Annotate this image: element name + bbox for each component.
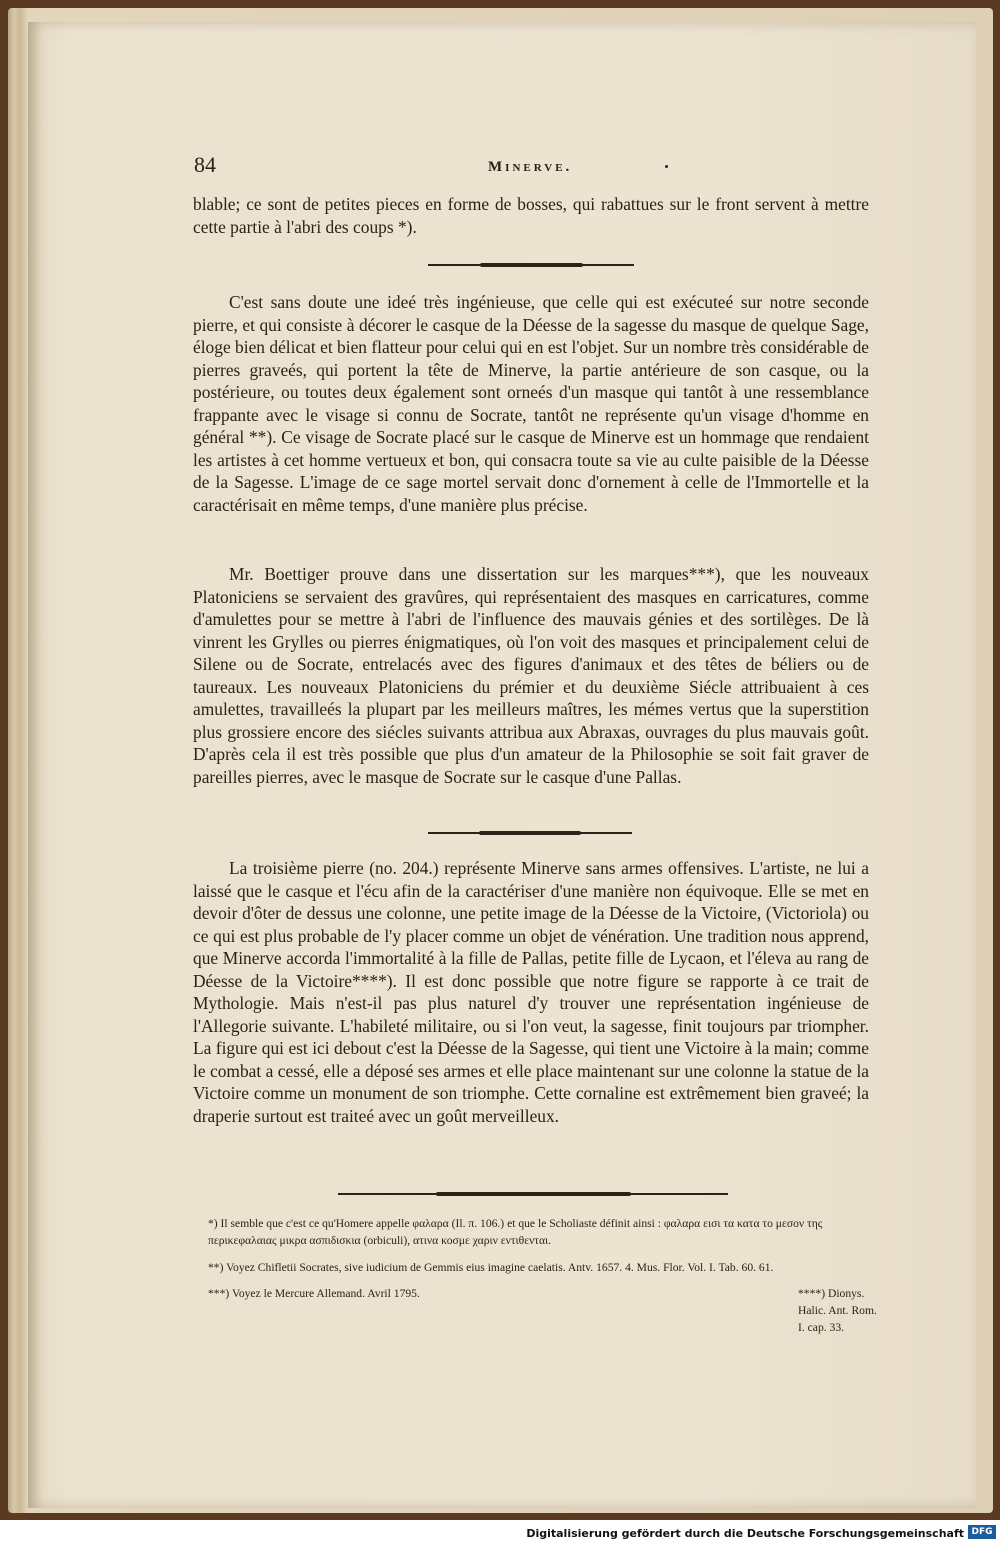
paragraph-4: La troisième pierre (no. 204.) représente Minerve sans armes offensives. L'artiste, ne lui a laissé que le casque et l'écu afin de la caractériser d'une manière non équivoque. Elle se met en devoir d'ôter de dessus une colonne, une petite image de la Déesse de la Victoire, (Victoriola) ou ce qui est plus probable de l'y placer comme un objet de vénération. Une tradition nous apprend, que Minerve accorda l'immortalité à la fille de Pallas, petite fille de Lycaon, et l'éleva au rang de Déesse de la Victoire****). Il est donc possible que notre figure se rapporte à ce trait de Mythologie. Mais n'est-il pas plus naturel d'y trouver une représentation ingénieuse de l'Allegorie suivante. L'habileté militaire, ou si l'on veut, la sagesse, finit toujours par triompher. La figure qui est ici debout c'est la Déesse de la Sagesse, qui tient une Victoire à la main; comme le combat a cessé, elle a déposé ses armes et elle place maintenant sur une colonne la statue de la Victoire comme un monument de son triomphe. Cette cornaline est extrêmement bien graveé; la draperie surtout est traiteé avec un goût merveilleux. xyxy=(193,858,869,1126)
divider-2 xyxy=(428,832,632,834)
footnote-1: *) Il semble que c'est ce qu'Homere appelle φαλαρα (Il. π. 106.) et que le Scholiaste définit ainsi : φαλαρα εισι τα κατα το μεσον της περικεφαλαιας μικρα ασπιδισκια (orbiculi), ατινα κοσμε χαριν εντιθενται. xyxy=(208,1217,823,1247)
paragraph-1: blable; ce sont de petites pieces en forme de bosses, qui rabattues sur le front servent à mettre cette partie à l'abri des coups *). xyxy=(193,194,869,237)
footnote-row-3 xyxy=(208,1285,878,1334)
divider-3 xyxy=(338,1193,728,1195)
digitization-banner xyxy=(0,1520,1000,1546)
footnote-4: ****) Dionys. Halic. Ant. Rom. I. cap. 33. xyxy=(798,1287,877,1334)
page-number: 84 xyxy=(194,152,216,177)
banner-text: Digitalisierung gefördert durch die Deutsche Forschungsgemeinschaft xyxy=(526,1527,964,1540)
footnote-3: ***) Voyez le Mercure Allemand. Avril 1795. xyxy=(208,1287,420,1300)
header-dot xyxy=(665,165,668,168)
divider-1 xyxy=(428,264,634,266)
footnote-2: **) Voyez Chifletii Socrates, sive iudicium de Gemmis eius imagine caelatis. Antv. 1657. 4. Mus. Flor. Vol. I. Tab. 60. 61. xyxy=(208,1261,774,1274)
paragraph-2: C'est sans doute une ideé très ingénieuse, que celle qui est exécuteé sur notre seconde pierre, et qui consiste à décorer le casque de la Déesse de la sagesse du masque de quelque Sage, éloge bien délicat et bien flatteur pour celui qui en est l'objet. Sur un nombre très considérable de pierres graveés, qui portent la tête de Minerve, la partie antérieure de son casque, ou la postérieure, ou toutes deux également sont orneés d'un masque qui tantôt à une ressemblance frappante avec le visage si connu de Socrate, tantôt ne représente qu'un visage d'homme en général **). Ce visage de Socrate placé sur le casque de Minerve est un hommage que rendaient les artistes à cet homme vertueux et bon, qui consacra toute sa vie au culte paisible de la Déesse de la Sagesse. L'image de ce sage mortel servait donc d'ornement à celle de l'Immortelle et la caractérisait en même temps, d'une manière plus précise. xyxy=(193,292,869,515)
running-head: Minerve. xyxy=(488,159,573,175)
paragraph-3: Mr. Boettiger prouve dans une dissertation sur les marques***), que les nouveaux Platoniciens se servaient des gravûres, qui représentaient des masques en carricatures, comme d'amulettes pour se mettre à l'abri de l'influence des mauvais génies et des sortilèges. De là vinrent les Grylles ou pierres énigmatiques, où l'on voit des masques et principalement celui de Silene ou de Socrate, entrelacés avec des figures d'animaux et des têtes de béliers ou de taureaux. Les nouveaux Platoniciens du prémier et du deuxième Siécle attribuaient à ces amulettes, travailleés la plupart par les meilleurs maîtres, les mémes vertus que la superstition plus grossiere encore des siécles suivants attribua aux Abraxas, ouvrages du plus mauvais goût. D'après cela il est très possible que plus d'un amateur de la Philosophie se soit fait graver de pareilles pierres, avec le masque de Socrate sur le casque d'une Pallas. xyxy=(193,564,869,787)
dfg-logo-icon[interactable]: DFG xyxy=(968,1525,996,1539)
